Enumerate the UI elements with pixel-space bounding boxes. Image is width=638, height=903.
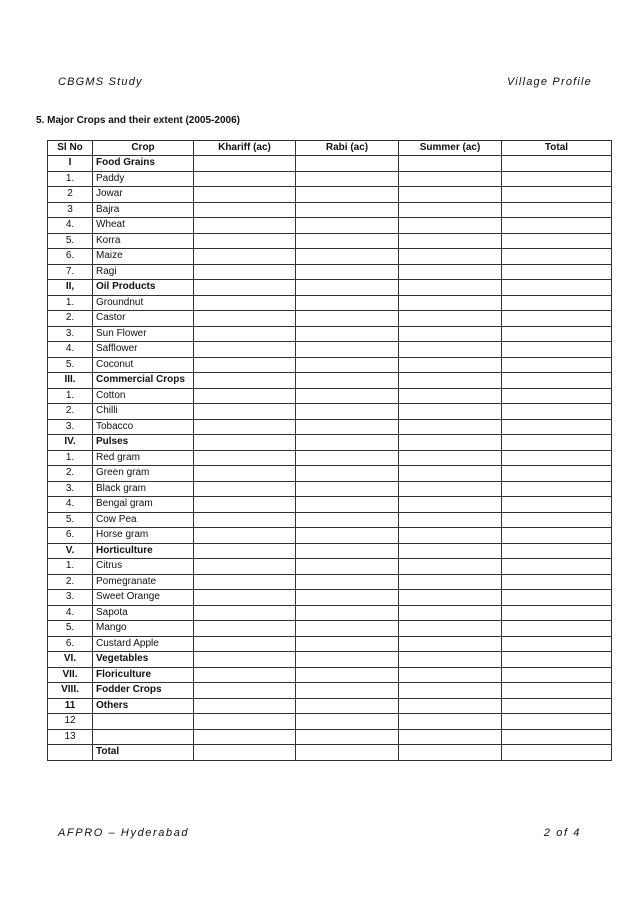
col-header-rabi: Rabi (ac) — [296, 141, 399, 156]
summer-cell — [399, 667, 502, 683]
header-section-title: Village Profile — [506, 76, 592, 88]
table-row — [48, 311, 612, 327]
total-cell — [502, 218, 612, 234]
table-row — [48, 156, 612, 172]
total-cell — [502, 264, 612, 280]
crop-cell: Green gram — [93, 466, 194, 482]
table-row — [48, 605, 612, 621]
summer-cell — [399, 652, 502, 668]
total-cell — [502, 357, 612, 373]
crop-cell: Oil Products — [93, 280, 194, 296]
crop-cell: Ragi — [93, 264, 194, 280]
khariff-cell — [194, 528, 296, 544]
rabi-cell — [296, 218, 399, 234]
sl-no-cell: 6. — [48, 636, 93, 652]
table-row — [48, 435, 612, 451]
sl-no-cell: 3 — [48, 202, 93, 218]
crop-cell: Pulses — [93, 435, 194, 451]
sl-no-cell: 3. — [48, 481, 93, 497]
summer-cell — [399, 450, 502, 466]
col-header-khariff: Khariff (ac) — [194, 141, 296, 156]
rabi-cell — [296, 481, 399, 497]
table-row — [48, 342, 612, 358]
table-row — [48, 683, 612, 699]
crop-cell: Safflower — [93, 342, 194, 358]
crop-cell: Citrus — [93, 559, 194, 575]
table-row — [48, 745, 612, 761]
sl-no-cell: 1. — [48, 171, 93, 187]
sl-no-cell: 11 — [48, 698, 93, 714]
total-cell — [502, 388, 612, 404]
khariff-cell — [194, 590, 296, 606]
crop-cell: Others — [93, 698, 194, 714]
sl-no-cell: 2. — [48, 574, 93, 590]
rabi-cell — [296, 605, 399, 621]
total-cell — [502, 621, 612, 637]
khariff-cell — [194, 388, 296, 404]
total-cell — [502, 156, 612, 172]
rabi-cell — [296, 342, 399, 358]
summer-cell — [399, 218, 502, 234]
crop-cell: Bajra — [93, 202, 194, 218]
sl-no-cell — [48, 745, 93, 761]
table-row — [48, 481, 612, 497]
table-row — [48, 559, 612, 575]
summer-cell — [399, 295, 502, 311]
crop-cell: Maize — [93, 249, 194, 265]
table-row — [48, 419, 612, 435]
crop-cell: Cow Pea — [93, 512, 194, 528]
total-cell — [502, 419, 612, 435]
sl-no-cell: 7. — [48, 264, 93, 280]
rabi-cell — [296, 590, 399, 606]
khariff-cell — [194, 342, 296, 358]
crop-cell: Horse gram — [93, 528, 194, 544]
total-cell — [502, 435, 612, 451]
summer-cell — [399, 698, 502, 714]
rabi-cell — [296, 667, 399, 683]
khariff-cell — [194, 326, 296, 342]
crop-cell: Black gram — [93, 481, 194, 497]
khariff-cell — [194, 187, 296, 203]
sl-no-cell: 4. — [48, 497, 93, 513]
table-row — [48, 388, 612, 404]
sl-no-cell: I — [48, 156, 93, 172]
summer-cell — [399, 342, 502, 358]
total-cell — [502, 450, 612, 466]
rabi-cell — [296, 543, 399, 559]
total-cell — [502, 512, 612, 528]
rabi-cell — [296, 714, 399, 730]
crop-cell: Cotton — [93, 388, 194, 404]
table-row — [48, 466, 612, 482]
rabi-cell — [296, 745, 399, 761]
crop-cell: Tobacco — [93, 419, 194, 435]
sl-no-cell: 2 — [48, 187, 93, 203]
summer-cell — [399, 233, 502, 249]
rabi-cell — [296, 450, 399, 466]
crop-cell: Floriculture — [93, 667, 194, 683]
rabi-cell — [296, 652, 399, 668]
khariff-cell — [194, 636, 296, 652]
crop-cell: Total — [93, 745, 194, 761]
summer-cell — [399, 636, 502, 652]
khariff-cell — [194, 171, 296, 187]
khariff-cell — [194, 652, 296, 668]
total-cell — [502, 404, 612, 420]
total-cell — [502, 667, 612, 683]
khariff-cell — [194, 311, 296, 327]
col-header-sl-no: Sl No — [48, 141, 93, 156]
summer-cell — [399, 373, 502, 389]
sl-no-cell: 12 — [48, 714, 93, 730]
summer-cell — [399, 543, 502, 559]
rabi-cell — [296, 326, 399, 342]
total-cell — [502, 233, 612, 249]
sl-no-cell: 2. — [48, 311, 93, 327]
total-cell — [502, 311, 612, 327]
col-header-crop: Crop — [93, 141, 194, 156]
crop-cell: Red gram — [93, 450, 194, 466]
khariff-cell — [194, 404, 296, 420]
summer-cell — [399, 683, 502, 699]
sl-no-cell: 3. — [48, 419, 93, 435]
crop-cell: Mango — [93, 621, 194, 637]
summer-cell — [399, 357, 502, 373]
khariff-cell — [194, 543, 296, 559]
crop-cell: Jowar — [93, 187, 194, 203]
rabi-cell — [296, 559, 399, 575]
rabi-cell — [296, 233, 399, 249]
summer-cell — [399, 714, 502, 730]
khariff-cell — [194, 373, 296, 389]
table-row — [48, 373, 612, 389]
total-cell — [502, 481, 612, 497]
khariff-cell — [194, 435, 296, 451]
crop-cell: Paddy — [93, 171, 194, 187]
sl-no-cell: 5. — [48, 512, 93, 528]
total-cell — [502, 528, 612, 544]
total-cell — [502, 187, 612, 203]
table-row — [48, 295, 612, 311]
summer-cell — [399, 171, 502, 187]
header-study-title: CBGMS Study — [58, 76, 143, 88]
crop-cell — [93, 714, 194, 730]
table-row — [48, 543, 612, 559]
table-row — [48, 636, 612, 652]
sl-no-cell: III. — [48, 373, 93, 389]
total-cell — [502, 373, 612, 389]
total-cell — [502, 497, 612, 513]
sl-no-cell: 4. — [48, 342, 93, 358]
crop-cell — [93, 729, 194, 745]
total-cell — [502, 590, 612, 606]
summer-cell — [399, 311, 502, 327]
khariff-cell — [194, 729, 296, 745]
table-row — [48, 249, 612, 265]
summer-cell — [399, 559, 502, 575]
rabi-cell — [296, 528, 399, 544]
table-row — [48, 450, 612, 466]
khariff-cell — [194, 512, 296, 528]
khariff-cell — [194, 357, 296, 373]
table-row — [48, 714, 612, 730]
khariff-cell — [194, 450, 296, 466]
sl-no-cell: 1. — [48, 450, 93, 466]
khariff-cell — [194, 249, 296, 265]
table-row — [48, 404, 612, 420]
sl-no-cell: VIII. — [48, 683, 93, 699]
rabi-cell — [296, 187, 399, 203]
total-cell — [502, 574, 612, 590]
table-row — [48, 187, 612, 203]
table-row — [48, 233, 612, 249]
sl-no-cell: 5. — [48, 233, 93, 249]
crop-cell: Castor — [93, 311, 194, 327]
sl-no-cell: 4. — [48, 605, 93, 621]
sl-no-cell: 6. — [48, 249, 93, 265]
crop-cell: Fodder Crops — [93, 683, 194, 699]
col-header-summer: Summer (ac) — [399, 141, 502, 156]
rabi-cell — [296, 729, 399, 745]
rabi-cell — [296, 388, 399, 404]
sl-no-cell: VI. — [48, 652, 93, 668]
crop-cell: Custard Apple — [93, 636, 194, 652]
crop-cell: Wheat — [93, 218, 194, 234]
rabi-cell — [296, 621, 399, 637]
khariff-cell — [194, 698, 296, 714]
summer-cell — [399, 388, 502, 404]
table-row — [48, 574, 612, 590]
table-row — [48, 202, 612, 218]
table-row — [48, 667, 612, 683]
summer-cell — [399, 590, 502, 606]
table-row — [48, 729, 612, 745]
total-cell — [502, 466, 612, 482]
table-header-row — [48, 141, 612, 156]
footer-page-number: 2 of 4 — [543, 827, 581, 839]
sl-no-cell: 3. — [48, 326, 93, 342]
summer-cell — [399, 528, 502, 544]
sl-no-cell: 3. — [48, 590, 93, 606]
sl-no-cell: 5. — [48, 357, 93, 373]
table-row — [48, 264, 612, 280]
table-row — [48, 512, 612, 528]
total-cell — [502, 202, 612, 218]
sl-no-cell: II, — [48, 280, 93, 296]
khariff-cell — [194, 295, 296, 311]
rabi-cell — [296, 357, 399, 373]
summer-cell — [399, 729, 502, 745]
rabi-cell — [296, 264, 399, 280]
crop-cell: Coconut — [93, 357, 194, 373]
khariff-cell — [194, 574, 296, 590]
khariff-cell — [194, 667, 296, 683]
summer-cell — [399, 481, 502, 497]
rabi-cell — [296, 574, 399, 590]
summer-cell — [399, 419, 502, 435]
crops-table — [47, 140, 612, 761]
summer-cell — [399, 497, 502, 513]
sl-no-cell: 1. — [48, 559, 93, 575]
section-title: 5. Major Crops and their extent (2005-2006) — [36, 115, 240, 126]
summer-cell — [399, 621, 502, 637]
sl-no-cell: IV. — [48, 435, 93, 451]
rabi-cell — [296, 156, 399, 172]
rabi-cell — [296, 249, 399, 265]
sl-no-cell: 13 — [48, 729, 93, 745]
sl-no-cell: 6. — [48, 528, 93, 544]
total-cell — [502, 729, 612, 745]
khariff-cell — [194, 466, 296, 482]
total-cell — [502, 745, 612, 761]
table-row — [48, 280, 612, 296]
sl-no-cell: 1. — [48, 388, 93, 404]
table-row — [48, 621, 612, 637]
khariff-cell — [194, 218, 296, 234]
crop-cell: Chilli — [93, 404, 194, 420]
table-row — [48, 652, 612, 668]
rabi-cell — [296, 698, 399, 714]
table-row — [48, 326, 612, 342]
sl-no-cell: V. — [48, 543, 93, 559]
sl-no-cell: 1. — [48, 295, 93, 311]
summer-cell — [399, 280, 502, 296]
crop-cell: Sapota — [93, 605, 194, 621]
total-cell — [502, 295, 612, 311]
khariff-cell — [194, 683, 296, 699]
khariff-cell — [194, 280, 296, 296]
khariff-cell — [194, 156, 296, 172]
table-row — [48, 590, 612, 606]
total-cell — [502, 326, 612, 342]
rabi-cell — [296, 512, 399, 528]
khariff-cell — [194, 605, 296, 621]
crop-cell: Commercial Crops — [93, 373, 194, 389]
sl-no-cell: 2. — [48, 404, 93, 420]
rabi-cell — [296, 295, 399, 311]
summer-cell — [399, 156, 502, 172]
khariff-cell — [194, 497, 296, 513]
rabi-cell — [296, 466, 399, 482]
total-cell — [502, 683, 612, 699]
crop-cell: Korra — [93, 233, 194, 249]
rabi-cell — [296, 497, 399, 513]
summer-cell — [399, 249, 502, 265]
rabi-cell — [296, 202, 399, 218]
khariff-cell — [194, 233, 296, 249]
total-cell — [502, 605, 612, 621]
sl-no-cell: 2. — [48, 466, 93, 482]
sl-no-cell: VII. — [48, 667, 93, 683]
table-body — [48, 156, 612, 761]
table-row — [48, 698, 612, 714]
crop-cell: Sun Flower — [93, 326, 194, 342]
crop-cell: Horticulture — [93, 543, 194, 559]
rabi-cell — [296, 373, 399, 389]
khariff-cell — [194, 714, 296, 730]
summer-cell — [399, 466, 502, 482]
rabi-cell — [296, 280, 399, 296]
table-row — [48, 528, 612, 544]
khariff-cell — [194, 264, 296, 280]
total-cell — [502, 543, 612, 559]
crop-cell: Food Grains — [93, 156, 194, 172]
summer-cell — [399, 574, 502, 590]
summer-cell — [399, 512, 502, 528]
khariff-cell — [194, 621, 296, 637]
col-header-total: Total — [502, 141, 612, 156]
total-cell — [502, 342, 612, 358]
rabi-cell — [296, 419, 399, 435]
crop-cell: Sweet Orange — [93, 590, 194, 606]
khariff-cell — [194, 419, 296, 435]
total-cell — [502, 280, 612, 296]
rabi-cell — [296, 311, 399, 327]
summer-cell — [399, 605, 502, 621]
total-cell — [502, 636, 612, 652]
table-row — [48, 497, 612, 513]
rabi-cell — [296, 435, 399, 451]
footer-organization: AFPRO – Hyderabad — [58, 827, 190, 839]
khariff-cell — [194, 202, 296, 218]
crop-cell: Pomegranate — [93, 574, 194, 590]
summer-cell — [399, 745, 502, 761]
summer-cell — [399, 404, 502, 420]
khariff-cell — [194, 559, 296, 575]
summer-cell — [399, 264, 502, 280]
rabi-cell — [296, 683, 399, 699]
crop-cell: Vegetables — [93, 652, 194, 668]
sl-no-cell: 4. — [48, 218, 93, 234]
table-row — [48, 218, 612, 234]
rabi-cell — [296, 636, 399, 652]
total-cell — [502, 698, 612, 714]
crop-cell: Groundnut — [93, 295, 194, 311]
crop-cell: Bengal gram — [93, 497, 194, 513]
total-cell — [502, 559, 612, 575]
total-cell — [502, 249, 612, 265]
total-cell — [502, 652, 612, 668]
table-row — [48, 357, 612, 373]
summer-cell — [399, 326, 502, 342]
total-cell — [502, 171, 612, 187]
khariff-cell — [194, 481, 296, 497]
rabi-cell — [296, 171, 399, 187]
table-row — [48, 171, 612, 187]
total-cell — [502, 714, 612, 730]
rabi-cell — [296, 404, 399, 420]
summer-cell — [399, 435, 502, 451]
khariff-cell — [194, 745, 296, 761]
summer-cell — [399, 187, 502, 203]
summer-cell — [399, 202, 502, 218]
sl-no-cell: 5. — [48, 621, 93, 637]
